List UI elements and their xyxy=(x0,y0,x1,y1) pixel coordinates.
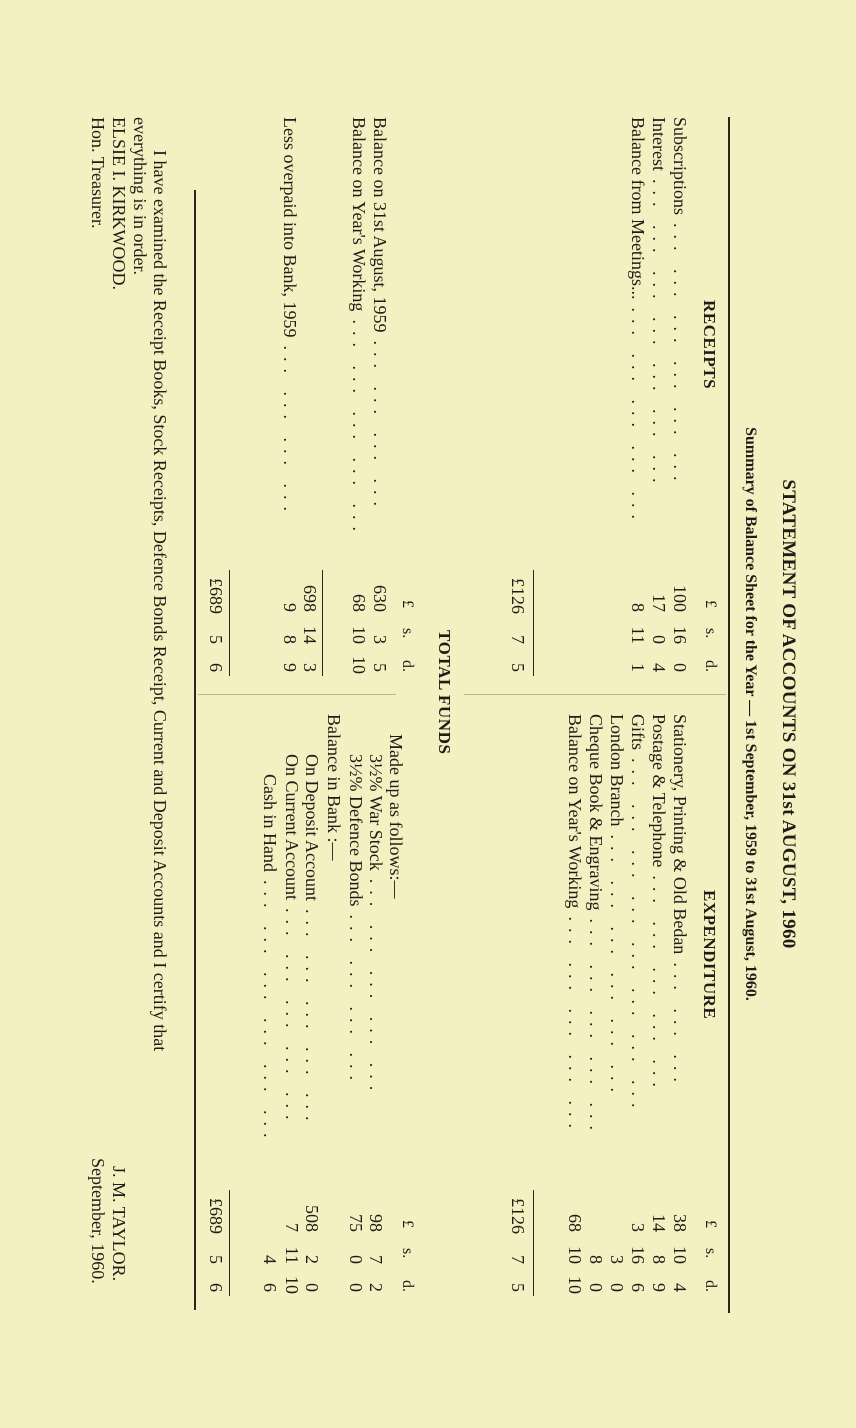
receipts-pounds-header: £ xyxy=(702,600,719,608)
leader-dots: ... ... ... ... ... xyxy=(282,907,302,1127)
auditor-title: Hon. Treasurer. xyxy=(88,117,108,229)
signatory-name: J. M. TAYLOR. xyxy=(109,1166,129,1282)
expenditure-pounds xyxy=(586,1190,606,1232)
funds-less-label: Less overpaid into Bank, 1959 xyxy=(280,117,300,338)
expenditure-label: Gifts xyxy=(628,714,648,750)
expenditure-pounds: 3 xyxy=(628,1223,648,1232)
funds-left-pence-header: d. xyxy=(399,660,416,672)
receipts-total-shillings: 7 xyxy=(508,635,528,644)
receipts-pounds: 8 xyxy=(628,603,648,612)
signatory-date: September, 1960. xyxy=(88,1158,108,1284)
expenditure-shillings-header: s. xyxy=(702,1248,719,1259)
expenditure-label: Balance on Year's Working xyxy=(565,714,585,909)
bank-pence: 0 xyxy=(302,1283,322,1292)
bank-pence: 6 xyxy=(260,1283,280,1292)
funds-left-total-shillings: 5 xyxy=(206,635,226,644)
funds-subtotal-shillings: 14 xyxy=(300,626,320,644)
funds-right-total-rule xyxy=(229,1190,230,1296)
expenditure-pence: 10 xyxy=(565,1276,585,1294)
leader-dots: ... ... ... ... ... ... ... ... xyxy=(628,758,648,1115)
funds-right-pounds-header: £ xyxy=(399,1220,416,1228)
receipts-label: Interest xyxy=(649,117,669,171)
funds-left-label: Balance on Year's Working xyxy=(349,117,369,312)
stock-pence: 0 xyxy=(346,1283,366,1292)
funds-left-shillings: 3 xyxy=(370,635,390,644)
expenditure-pence-header: d. xyxy=(702,1280,719,1292)
stock-pence: 2 xyxy=(366,1283,386,1292)
expenditure-label: Stationery, Printing & Old Bedan xyxy=(670,714,690,955)
funds-right-total-pounds: £689 xyxy=(206,1198,226,1234)
made-up-heading: Made up as follows:— xyxy=(386,734,406,899)
expenditure-heading: EXPENDITURE xyxy=(700,890,719,1020)
stock-shillings: 7 xyxy=(366,1255,386,1264)
bank-shillings: 2 xyxy=(302,1255,322,1264)
leader-dots: ... ... ... ... ... ... xyxy=(260,880,280,1145)
funds-left-total-pounds: £689 xyxy=(206,578,226,614)
leader-dots: ... ... ... ... ... xyxy=(349,319,369,538)
funds-left-shillings: 10 xyxy=(349,626,369,644)
leader-dots: ... ... ... ... xyxy=(370,340,390,513)
funds-right-total-shillings: 5 xyxy=(206,1255,226,1264)
expenditure-shillings: 8 xyxy=(649,1255,669,1264)
leader-dots: ... ... ... ... ... xyxy=(366,878,386,1098)
expenditure-total-shillings: 7 xyxy=(508,1255,528,1264)
receipts-pence: 4 xyxy=(649,663,669,672)
receipts-pounds: 17 xyxy=(649,594,669,612)
bank-pounds xyxy=(260,1190,280,1232)
stock-shillings: 0 xyxy=(346,1255,366,1264)
leader-dots: ... ... ... ... ... ... xyxy=(670,223,690,488)
expenditure-shillings: 10 xyxy=(565,1246,585,1264)
page-subtitle: Summary of Balance Sheet for the Year — 1st September, 1959 to 31st August, 1960. xyxy=(742,427,759,1001)
receipts-pence: 0 xyxy=(670,663,690,672)
leader-dots: ... ... ... ... xyxy=(280,345,300,518)
receipts-shillings: 11 xyxy=(628,626,648,644)
bank-shillings: 4 xyxy=(260,1255,280,1264)
funds-subtotal-pounds: 698 xyxy=(300,585,320,612)
expenditure-pence: 6 xyxy=(628,1283,648,1292)
bank-pence: 10 xyxy=(282,1276,302,1294)
bank-pounds: 7 xyxy=(282,1223,302,1232)
bank-label: On Current Account xyxy=(282,754,302,900)
receipts-label: Balance from Meetings... xyxy=(628,117,648,300)
expenditure-label: Postage & Telephone xyxy=(649,714,669,868)
receipts-shillings: 16 xyxy=(670,626,690,644)
expenditure-shillings: 8 xyxy=(586,1255,606,1264)
stock-pounds: 75 xyxy=(346,1214,366,1232)
expenditure-pence: 0 xyxy=(607,1283,627,1292)
stock-pounds: 98 xyxy=(366,1214,386,1232)
funds-less-pence: 9 xyxy=(280,663,300,672)
certification-text: I have examined the Receipt Books, Stock Receipts, Defence Bonds Receipt, Current and Deposit Accounts and I certify that xyxy=(150,150,170,1052)
receipts-pounds: 100 xyxy=(670,585,690,612)
funds-left-pence: 10 xyxy=(349,656,369,674)
leader-dots: ... ... ... ... ... xyxy=(586,918,606,1137)
leader-dots: ... ... ... ... ... ... xyxy=(607,834,627,1099)
receipts-heading: RECEIPTS xyxy=(700,300,719,390)
funds-left-shillings-header: s. xyxy=(399,628,416,639)
receipts-shillings-header: s. xyxy=(702,628,719,639)
expenditure-shillings: 3 xyxy=(607,1255,627,1264)
funds-left-pounds: 68 xyxy=(349,594,369,612)
funds-left-label: Balance on 31st August, 1959 xyxy=(370,117,390,333)
expenditure-shillings: 10 xyxy=(670,1246,690,1264)
funds-left-total-rule xyxy=(229,570,230,676)
receipts-pence-header: d. xyxy=(702,660,719,672)
expenditure-pounds: 38 xyxy=(670,1214,690,1232)
leader-dots: ... ... ... ... ... ... ... xyxy=(649,178,669,490)
funds-left-pence: 5 xyxy=(370,663,390,672)
expenditure-total-pounds: £126 xyxy=(508,1198,528,1234)
certification-text-continued: everything is in order. xyxy=(130,117,150,275)
expenditure-pence: 0 xyxy=(586,1283,606,1292)
receipts-total-pounds: £126 xyxy=(508,578,528,614)
leader-dots: ... ... ... xyxy=(670,962,690,1089)
funds-right-total-pence: 6 xyxy=(206,1283,226,1292)
leader-dots: ... ... ... ... ... xyxy=(565,916,585,1135)
bank-shillings: 11 xyxy=(282,1246,302,1264)
receipts-pence: 1 xyxy=(628,663,648,672)
bank-label: Cash in Hand xyxy=(260,774,280,872)
leader-dots: ... ... ... ... ... xyxy=(649,875,669,1094)
funds-left-total-pence: 6 xyxy=(206,663,226,672)
expenditure-pounds xyxy=(607,1190,627,1232)
column-separator xyxy=(464,694,726,695)
expenditure-label: Cheque Book & Engraving xyxy=(586,714,606,911)
bank-label: On Deposit Account xyxy=(302,754,322,901)
expenditure-shillings: 16 xyxy=(628,1246,648,1264)
leader-dots: ... ... ... ... xyxy=(346,914,366,1087)
auditor-name: ELSIE I. KIRKWOOD. xyxy=(109,117,129,290)
receipts-shillings: 0 xyxy=(649,635,669,644)
receipts-total-rule xyxy=(533,570,534,676)
expenditure-pounds: 14 xyxy=(649,1214,669,1232)
funds-subtotal-pence: 3 xyxy=(300,663,320,672)
funds-left-pounds-header: £ xyxy=(399,600,416,608)
funds-subtotal-rule xyxy=(322,570,323,676)
expenditure-pounds-header: £ xyxy=(702,1220,719,1228)
top-rule xyxy=(728,117,730,1313)
bank-heading: Balance in Bank :— xyxy=(324,714,344,861)
total-funds-heading: TOTAL FUNDS xyxy=(435,630,454,755)
funds-right-pence-header: d. xyxy=(399,1280,416,1292)
funds-left-pounds: 630 xyxy=(370,585,390,612)
expenditure-total-rule xyxy=(533,1190,534,1296)
receipts-total-pence: 5 xyxy=(508,663,528,672)
expenditure-pounds: 68 xyxy=(565,1214,585,1232)
funds-right-shillings-header: s. xyxy=(399,1248,416,1259)
column-separator xyxy=(198,694,396,695)
stock-label: 3½% Defence Bonds xyxy=(346,754,366,907)
page-title: STATEMENT OF ACCOUNTS ON 31st AUGUST, 1960 xyxy=(778,479,799,949)
expenditure-pence: 9 xyxy=(649,1283,669,1292)
bank-pounds: 508 xyxy=(302,1205,322,1232)
expenditure-pence: 4 xyxy=(670,1283,690,1292)
expenditure-total-pence: 5 xyxy=(508,1283,528,1292)
expenditure-label: London Branch xyxy=(607,714,627,827)
leader-dots: ... ... ... ... ... xyxy=(302,908,322,1128)
funds-less-shillings: 8 xyxy=(280,635,300,644)
funds-less-pounds: 9 xyxy=(280,603,300,612)
bottom-rule xyxy=(194,190,196,1310)
stock-label: 3½% War Stock xyxy=(366,754,386,871)
leader-dots: ... ... ... ... ... xyxy=(628,307,648,526)
receipts-label: Subscriptions xyxy=(670,117,690,216)
